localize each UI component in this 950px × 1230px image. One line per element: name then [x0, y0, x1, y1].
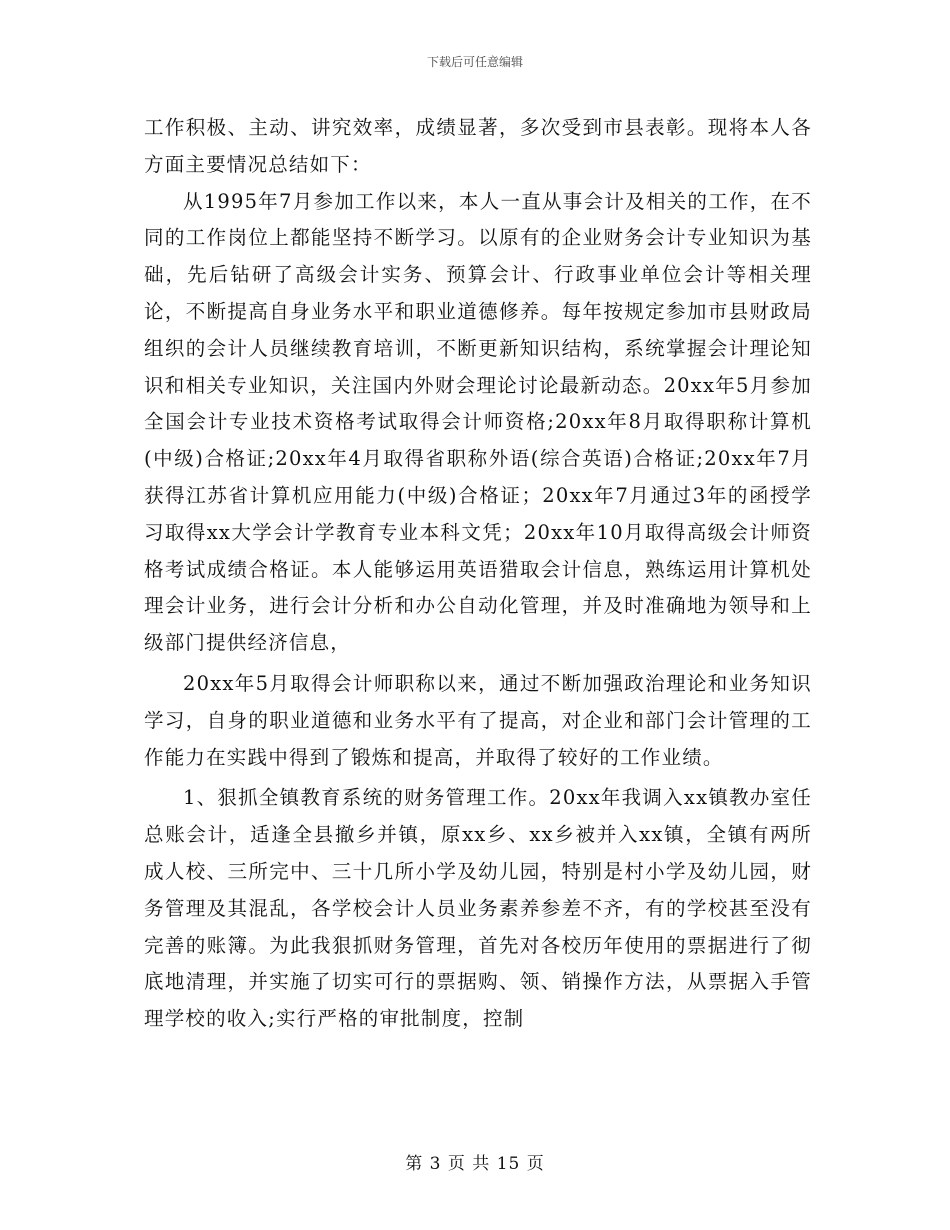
paragraph-continuation: 工作积极、主动、讲究效率，成绩显著，多次受到市县表彰。现将本人各方面主要情况总结如下： — [144, 116, 812, 176]
page-footer: 第 3 页 共 15 页 — [405, 1154, 545, 1174]
page-header: 下载后可任意编辑 — [426, 55, 523, 69]
document-body — [144, 110, 812, 1038]
paragraph-item-1: 1、狠抓全镇教育系统的财务管理工作。20xx年我调入xx镇教办室任总账会计，适逢全县撤乡并镇，原xx乡、xx乡被并入xx镇，全镇有两所成人校、三所完中、三十几所小学及幼儿园，特别是村小学及幼儿园，财务管理及其混乱，各学校会计人员业务素养参差不齐，有的学校甚至没有完善的账簿。为此我狠抓财务管理，首先对各校历年使用的票据进行了彻底地清理，并实施了切实可行的票据购、领、销操作方法，从票据入手管理学校的收入;实行严格的审批制度，控制 — [144, 786, 812, 1031]
paragraph-work-history: 从1995年7月参加工作以来，本人一直从事会计及相关的工作，在不同的工作岗位上都能坚持不断学习。以原有的企业财务会计专业知识为基础，先后钻研了高级会计实务、预算会计、行政事业单位会计等相关理论，不断提高自身业务水平和职业道德修养。每年按规定参加市县财政局组织的会计人员继续教育培训，不断更新知识结构，系统掌握会计理论知识和相关专业知识，关注国内外财会理论讨论最新动态。20xx年5月参加全国会计专业技术资格考试取得会计师资格;20xx年8月取得职称计算机(中级)合格证;20xx年4月取得省职称外语(综合英语)合格证;20xx年7月获得江苏省计算机应用能力(中级)合格证；20xx年7月通过3年的函授学习取得xx大学会计学教育专业本科文凭；20xx年10月取得高级会计师资格考试成绩合格证。本人能够运用英语猎取会计信息，熟练运用计算机处理会计业务，进行会计分析和办公自动化管理，并及时准确地为领导和上级部门提供经济信息， — [144, 189, 812, 655]
paragraph-since-accountant: 20xx年5月取得会计师职称以来，通过不断加强政治理论和业务知识学习，自身的职业道德和业务水平有了提高，对企业和部门会计管理的工作能力在实践中得到了锻炼和提高，并取得了较好的工作业绩。 — [144, 671, 812, 769]
